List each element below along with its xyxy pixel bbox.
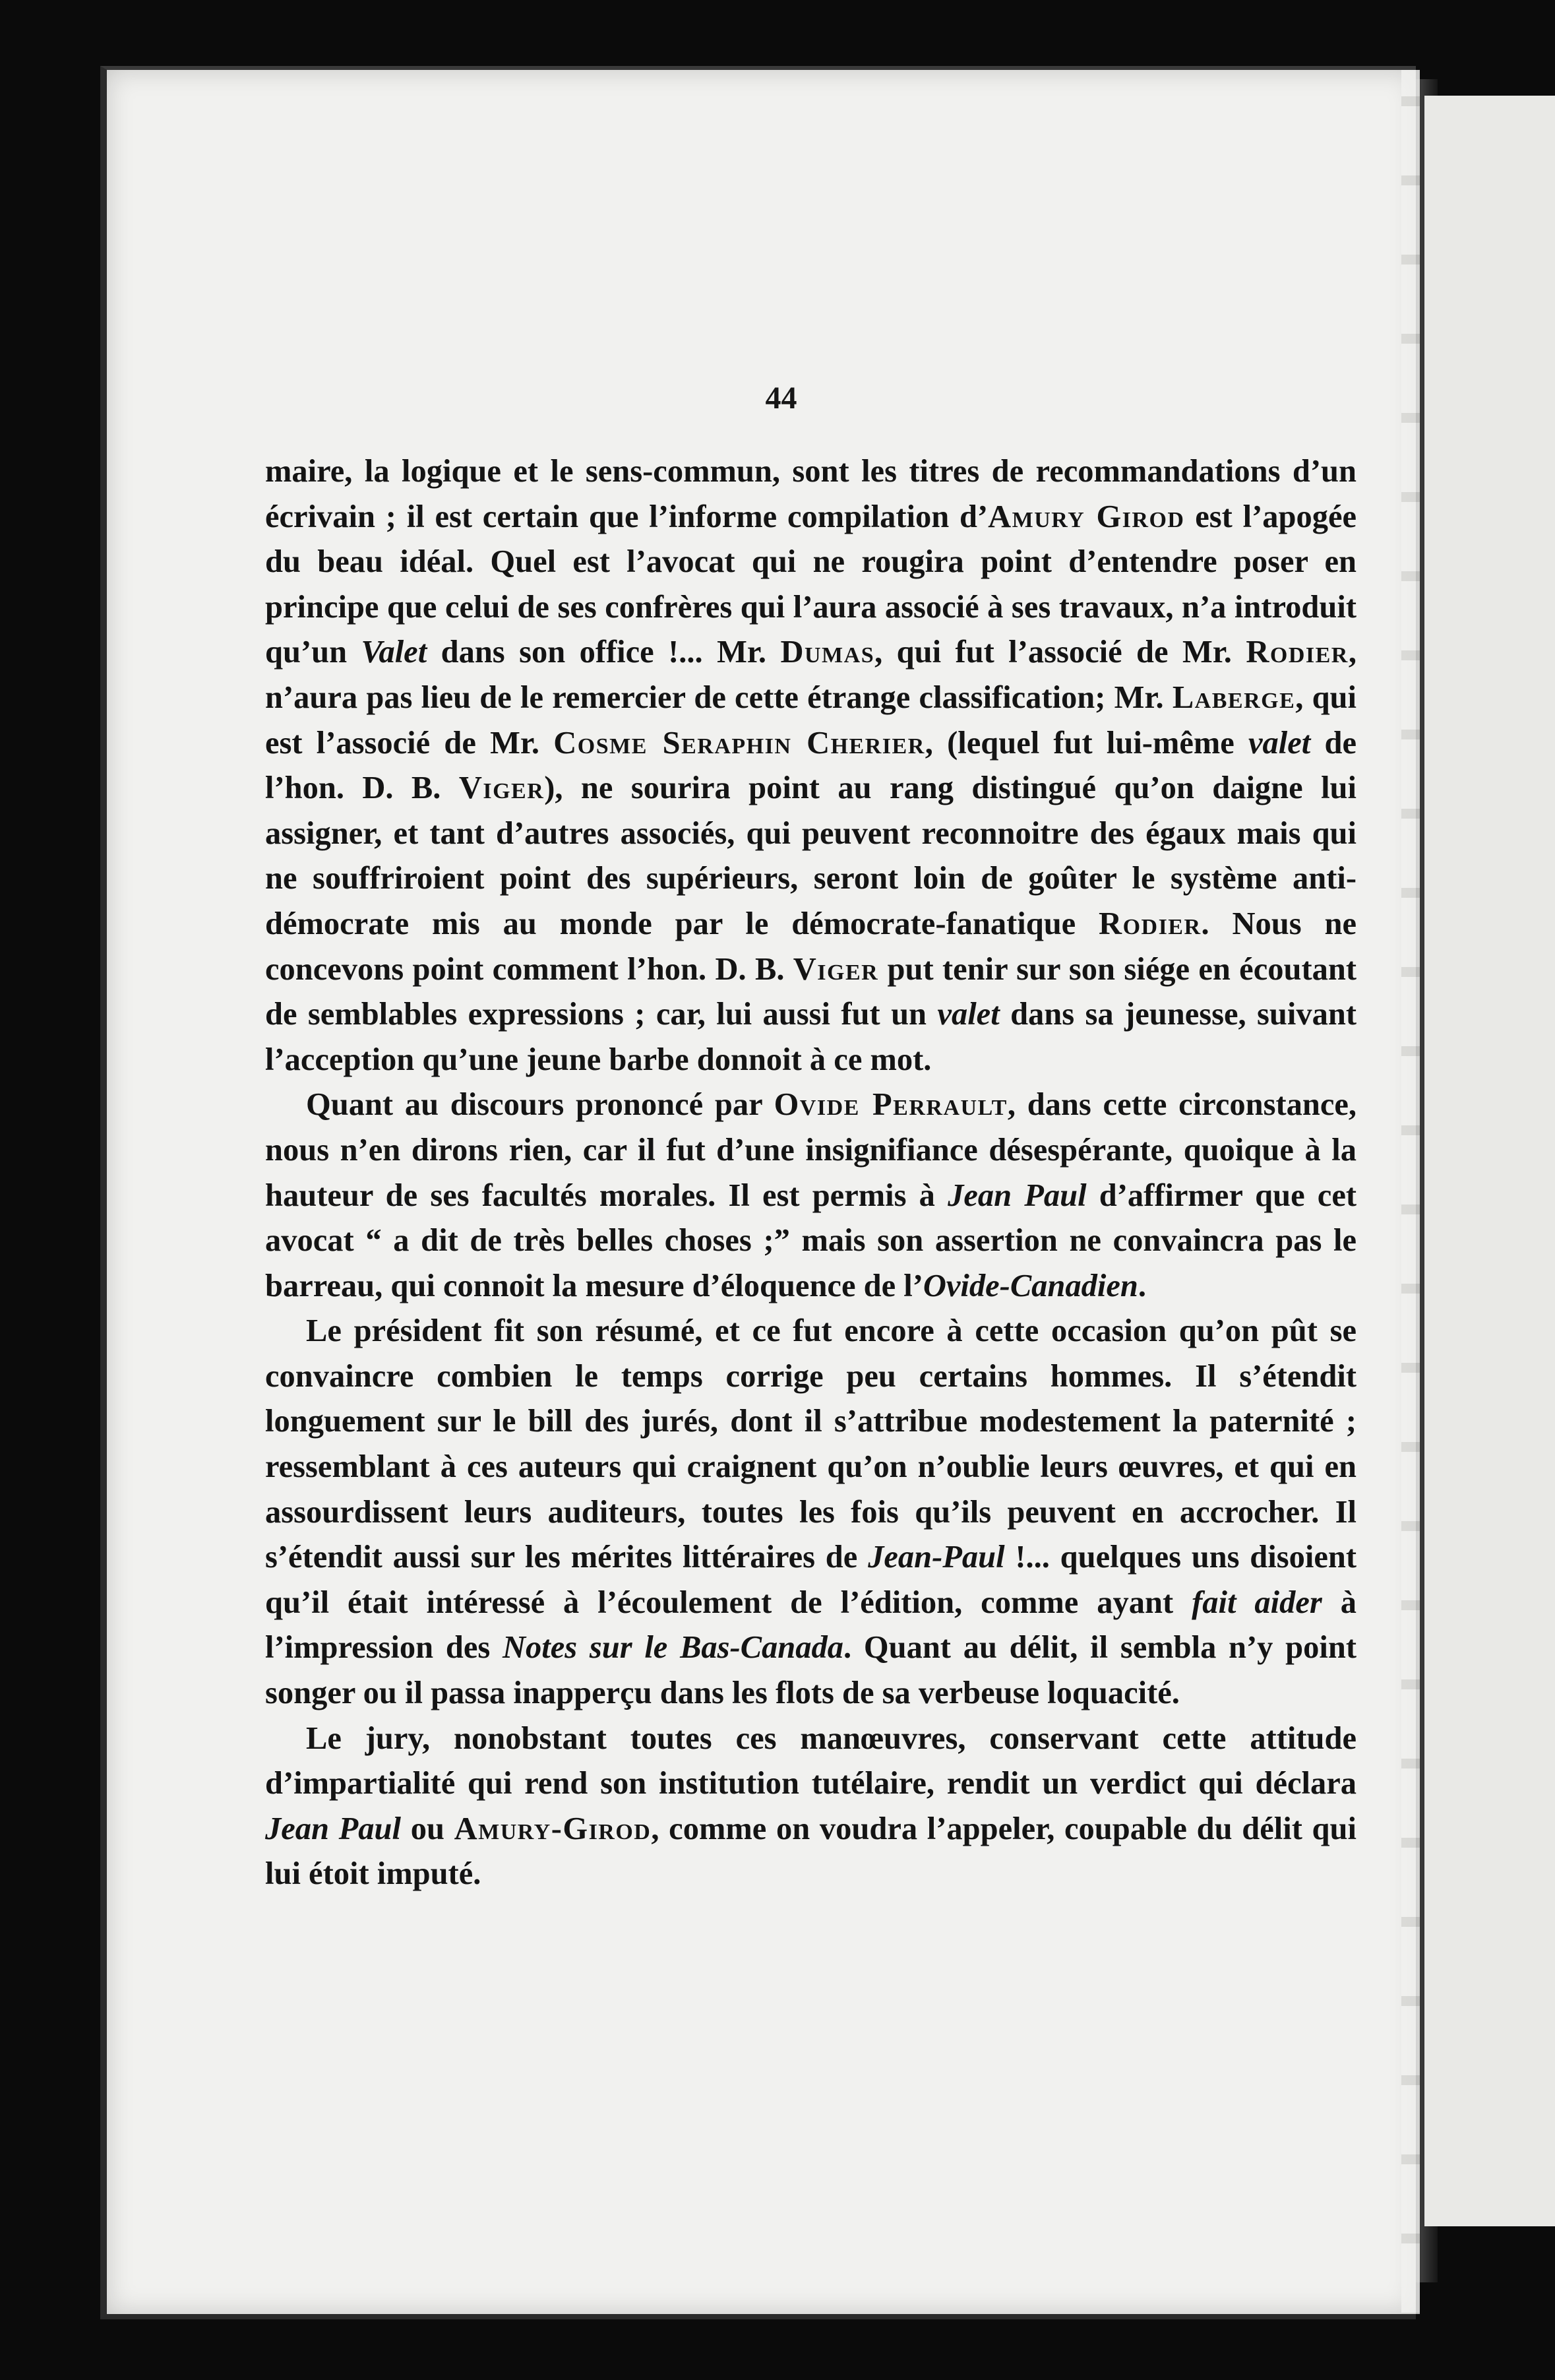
text-run: Cosme Seraphin Cherier <box>553 725 925 761</box>
text-run: , qui fut l’associé de Mr. <box>874 635 1246 670</box>
text-run: , n’aura pas lieu de le remercier de cette étrange classification; Mr. <box>265 635 1357 715</box>
text-run: , qui est l’associé de Mr. <box>265 679 1357 761</box>
text-run: d’affirmer que cet avocat “ a dit de très belles choses ;” mais son assertion ne convaincra pas le barreau, qui connoit la mesure d’éloquence de l’ <box>265 1177 1357 1303</box>
text-run: Amury Girod <box>988 499 1185 534</box>
text-run: Rodier <box>1099 906 1202 941</box>
page-number: 44 <box>765 381 797 416</box>
text-run: Jean Paul <box>265 1811 402 1846</box>
text-run: put tenir sur son siége en écoutant de semblables expressions ; car, lui aussi fut un <box>265 951 1357 1032</box>
paragraph <box>265 1082 1357 1309</box>
text-run: à l’impression des <box>265 1584 1357 1666</box>
text-run: Amury-Girod <box>454 1811 652 1846</box>
text-run: Jean Paul <box>948 1177 1087 1213</box>
text-run: de l’hon. D. B. <box>265 725 1357 806</box>
text-run: Ovide-Canadien <box>923 1268 1138 1303</box>
text-run: Viger <box>458 770 545 806</box>
text-run: ou <box>401 1811 454 1846</box>
text-run: !... quelques uns disoient qu’il était intéressé à l’écoulement de l’édition, comme ayant <box>265 1540 1357 1620</box>
text-run: , dans cette circonstance, nous n’en dirons rien, car il fut d’une insignifiance désespérante, quoique à la hauteur de ses facultés morales. Il est permis à <box>265 1087 1357 1213</box>
text-run: Rodier <box>1246 635 1349 670</box>
text-run: Le président fit son résumé, et ce fut encore à cette occasion qu’on pût se convaincre combien le temps corrige peu certains hommes. Il s’étendit longuement sur le bill des jurés, dont il s’attribue modestement la paternité ; ressemblant à ces auteurs qui craignent qu’on n’oublie leurs œuvres, et qui en assourdissent leurs auditeurs, toutes les fois qu’ils peuvent en accrocher. Il s’étendit aussi sur les mérites littéraires de <box>265 1313 1357 1575</box>
text-run: valet <box>1248 725 1311 761</box>
text-run: dans sa jeunesse, suivant l’acception qu’une jeune barbe donnoit à ce mot. <box>265 997 1357 1077</box>
text-run: , comme on voudra l’appeler, coupable du délit qui lui étoit imputé. <box>265 1811 1357 1892</box>
text-run: est l’apogée du beau idéal. Quel est l’avocat qui ne rougira point d’entendre poser en principe que celui de ses confrères qui l’aura associé à ses travaux, n’a introduit qu’un <box>265 499 1357 670</box>
paragraph <box>265 449 1357 1082</box>
paragraph <box>265 1716 1357 1897</box>
text-run: , (lequel fut lui-même <box>925 725 1249 761</box>
body-text <box>265 449 1357 1897</box>
text-run: dans son office !... Mr. <box>427 635 781 670</box>
text-run: Notes sur le Bas-Canada <box>502 1630 844 1666</box>
text-run: Ovide Perrault <box>774 1087 1008 1123</box>
text-run: Viger <box>793 951 879 987</box>
book-page <box>100 66 1416 2319</box>
text-run: Valet <box>361 635 427 670</box>
text-run: . <box>1138 1268 1146 1303</box>
text-run: valet <box>937 997 1000 1032</box>
paragraph <box>265 1309 1357 1716</box>
adjacent-page <box>1424 96 1555 2226</box>
text-run: . Quant au délit, il sembla n’y point songer ou il passa inapperçu dans les flots de sa verbeuse loquacité. <box>265 1630 1357 1711</box>
text-run: maire, la logique et le sens-commun, sont les titres de recommandations d’un écrivain ; il est certain que l’informe compilation d’ <box>265 454 1357 534</box>
text-run: Dumas <box>780 635 875 670</box>
text-run: Le jury, nonobstant toutes ces manœuvres, conservant cette attitude d’impartialité qui rend son institution tutélaire, rendit un verdict qui déclara <box>265 1720 1357 1801</box>
text-run: Laberge <box>1172 679 1296 715</box>
text-run: Quant au discours prononcé par <box>306 1087 774 1123</box>
text-run: fait aider <box>1192 1584 1322 1620</box>
text-run: ), ne sourira point au rang distingué qu’on daigne lui assigner, et tant d’autres associés, qui peuvent reconnoitre des égaux mais qui ne souffriroient point des supérieurs, seront loin de goûter le système anti-démocrate mis au monde par le démocrate-fanatique <box>265 770 1357 941</box>
text-run: Jean-Paul <box>868 1540 1005 1575</box>
text-run: . Nous ne concevons point comment l’hon. D. B. <box>265 906 1357 987</box>
